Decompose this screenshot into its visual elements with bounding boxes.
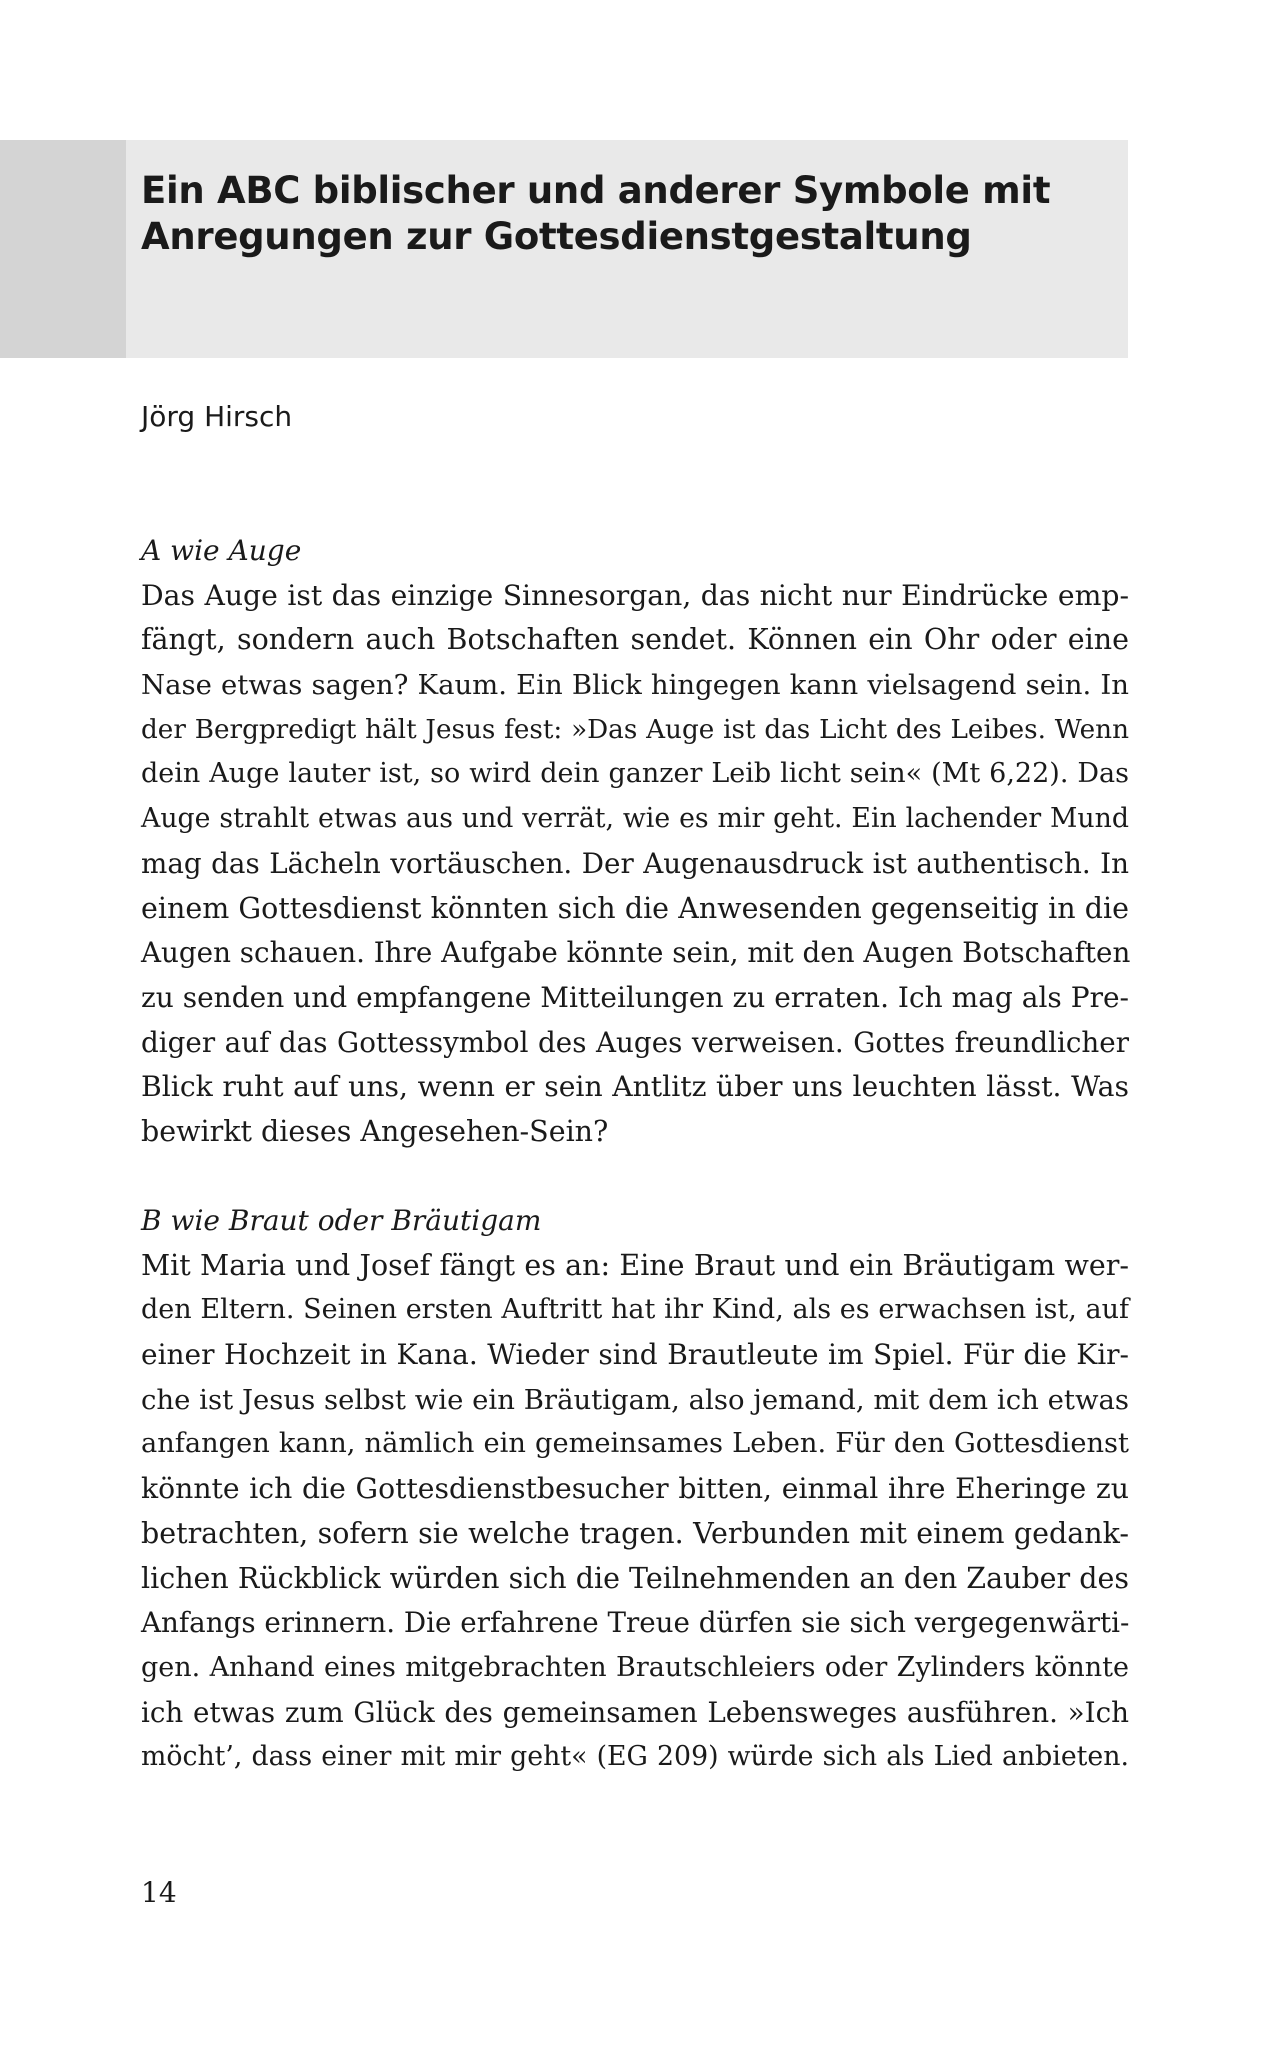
title-band-tab <box>0 140 126 358</box>
section-heading: B wie Braut oder Bräutigam <box>141 1204 542 1237</box>
page-title <box>141 168 1101 260</box>
paragraph-line: zu senden und empfangene Mitteilungen zu erraten. Ich mag als Pre- <box>141 980 1129 1014</box>
paragraph-line: Augen schauen. Ihre Aufgabe könnte sein, mit den Augen Botschaften <box>141 936 1131 970</box>
paragraph-line: diger auf das Gottessymbol des Auges verweisen. Gottes freundlicher <box>141 1025 1129 1059</box>
paragraph-line: ich etwas zum Glück des gemeinsamen Lebensweges ausführen. »Ich <box>141 1695 1129 1729</box>
paragraph-line: möcht’, dass einer mit mir geht« (EG 209) würde sich als Lied anbieten. <box>141 1741 1129 1773</box>
paragraph-line: Blick ruht auf uns, wenn er sein Antlitz über uns leuchten lässt. Was <box>141 1070 1129 1104</box>
paragraph-line: könnte ich die Gottesdienstbesucher bitten, einmal ihre Eheringe zu <box>141 1472 1129 1506</box>
paragraph-line: che ist Jesus selbst wie ein Bräutigam, also jemand, mit dem ich etwas <box>141 1383 1129 1416</box>
paragraph-line: Auge strahlt etwas aus und verrät, wie es mir geht. Ein lachender Mund <box>141 803 1129 835</box>
paragraph-line: Das Auge ist das einzige Sinnesorgan, das nicht nur Eindrücke emp- <box>141 578 1129 612</box>
paragraph-line: anfangen kann, nämlich ein gemeinsames Leben. Für den Gottesdienst <box>141 1428 1129 1460</box>
section-b-wie-braut <box>141 1199 1129 1780</box>
page-number: 14 <box>141 1876 177 1909</box>
author-name: Jörg Hirsch <box>141 400 293 433</box>
paragraph-line: dein Auge lauter ist, so wird dein ganzer Leib licht sein« (Mt 6,22). Das <box>141 758 1129 790</box>
paragraph-line: Anfangs erinnern. Die erfahrene Treue dürfen sie sich vergegenwärti- <box>141 1606 1130 1640</box>
paragraph-line: lichen Rückblick würden sich die Teilnehmenden an den Zauber des <box>141 1561 1129 1595</box>
paragraph-line: fängt, sondern auch Botschaften sendet. Können ein Ohr oder eine <box>141 623 1129 657</box>
paragraph-line: einem Gottesdienst könnten sich die Anwesenden gegenseitig in die <box>141 891 1129 925</box>
paragraph-line: der Bergpredigt hält Jesus fest: »Das Auge ist das Licht des Leibes. Wenn <box>141 714 1129 745</box>
paragraph-line: einer Hochzeit in Kana. Wieder sind Brautleute im Spiel. Für die Kir- <box>141 1338 1129 1372</box>
page-title-line-2: Anregungen zur Gottesdienstgestaltung <box>141 215 972 258</box>
paragraph-line: Mit Maria und Josef fängt es an: Eine Braut und ein Bräutigam wer- <box>141 1248 1129 1282</box>
page-title-line-1: Ein ABC biblischer und anderer Symbole mit <box>141 169 1051 212</box>
section-heading: A wie Auge <box>141 534 302 567</box>
paragraph-line: Nase etwas sagen? Kaum. Ein Blick hingegen kann vielsagend sein. In <box>141 669 1129 702</box>
paragraph-line: betrachten, sofern sie welche tragen. Verbunden mit einem gedank- <box>141 1516 1129 1550</box>
paragraph-line: gen. Anhand eines mitgebrachten Brautschleiers oder Zylinders könnte <box>141 1651 1129 1683</box>
paragraph-line: mag das Lächeln vortäuschen. Der Augenausdruck ist authentisch. In <box>141 846 1129 880</box>
paragraph-line: bewirkt dieses Angesehen-Sein? <box>141 1114 609 1148</box>
section-a-wie-auge <box>141 529 1129 1155</box>
paragraph-line: den Eltern. Seinen ersten Auftritt hat ihr Kind, als es erwachsen ist, auf <box>141 1294 1129 1326</box>
